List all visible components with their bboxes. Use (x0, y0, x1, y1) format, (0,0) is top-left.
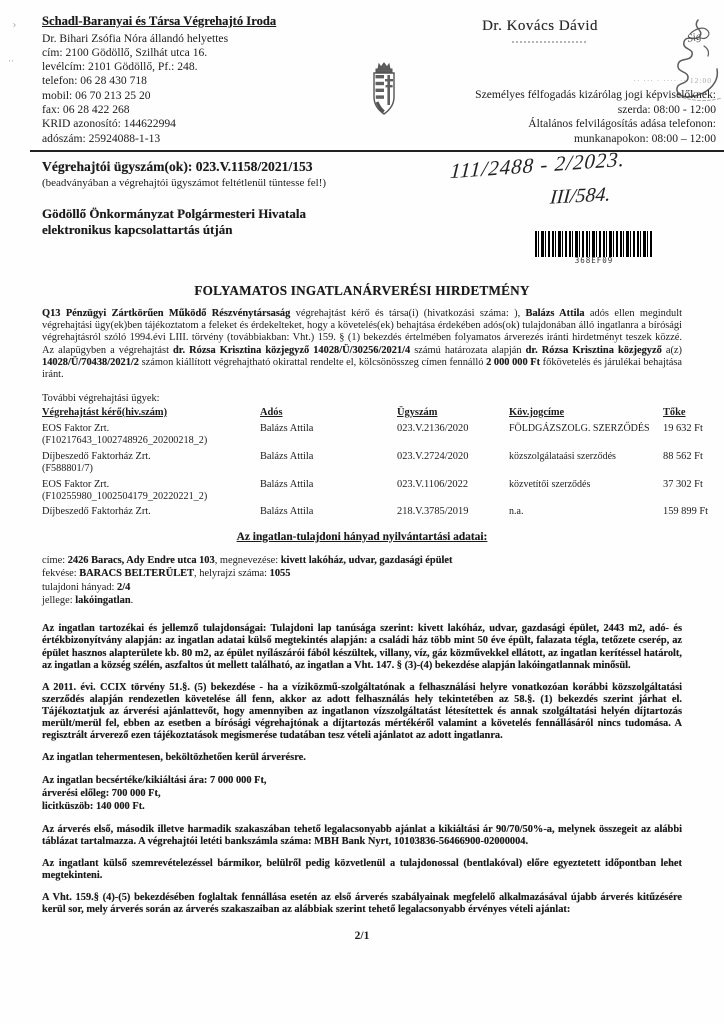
claim-title: közvetítői szerződés (509, 478, 591, 490)
property-type-line: jellege: lakóingatlan. (42, 594, 134, 606)
case-number: Végrehajtói ügyszám(ok): 023.V.1158/2021/153 (42, 159, 313, 174)
handwritten-subnumber: III/584. (549, 183, 612, 209)
col-header-principal: Tőke (663, 406, 686, 418)
handwritten-filing-number: 111/2488 - 2/2023. (449, 146, 626, 184)
case-reference-section (42, 146, 682, 265)
table-row (42, 478, 703, 503)
reception-note: Személyes félfogadás kizárólag jogi képviselőknek: (475, 88, 716, 102)
table-header-row (42, 406, 686, 419)
bailiff-office-block (42, 14, 372, 146)
auction-stages-paragraph: Az árverés első, második illetve harmadik szakaszában tehető legalacsonyabb ajánlat a kikiáltási ár 90/70/50%-a, melynek összegeit az alábbi táblázat tartalmazza. A végrehajtói letéti bankszámla száma: MBH Bank Nyrt, 10103836-56466900-02000004. (42, 823, 682, 847)
creditor-ref: (F10255980_1002504179_20220221_2) (42, 490, 208, 502)
further-cases-table (42, 406, 709, 519)
further-cases-label: További végrehajtási ügyek: (42, 392, 160, 404)
creditor: EOS Faktor Zrt. (42, 478, 110, 490)
estimated-value-line: Az ingatlan becsértéke/kikiáltási ára: 7 000 000 Ft, (42, 775, 267, 787)
office-address: cím: 2100 Gödöllő, Szilhát utca 16. (42, 45, 208, 59)
barcode-icon (535, 231, 653, 257)
principal-amount: 37 302 Ft (663, 478, 703, 490)
price-block (42, 774, 682, 814)
case-no: 218.V.3785/2019 (397, 506, 469, 518)
phone-info-hours: munkanapokon: 08:00 – 12:00 (573, 131, 716, 145)
table-row (42, 422, 703, 447)
intro-paragraph: Q13 Pénzügyi Zártkörűen Működő Részvénytársaság végrehajtást kérő és társa(i) (hivatkozási száma: ), Balázs Attila adós ellen megindult végrehajtási ügy(ek)ben tájékoztatom a feleket és érdekelteket, hogy a követelés(ek) behajtása érdekében adós(ok) tulajdonában álló ingatlanra a bírósági végrehajtásról szóló 1994.évi LIII. törvény (továbbiakban: Vht.) 159. § (1) bekezdés értelmében folyamatos árverezés iránti hirdetményt teszek közzé. Az alapügyben a végrehajtást dr. Rózsa Krisztina közjegyző 14028/Ü/30256/2021/4 számú határozata alapján dr. Rózsa Krisztina közjegyző a(z) 14028/Ü/70438/2021/2 számon kiállított végrehajtható okirattal rendelte el, kölcsönösszeg címen fennálló 2 000 000 Ft főkövetelés és járulékai behajtása iránt. (42, 308, 683, 380)
signature-scribble-icon (638, 12, 724, 116)
office-mobile: mobil: 06 70 213 25 20 (42, 88, 151, 102)
property-data-heading: Az ingatlan-tulajdoni hányad nyilvántartási adatai: (236, 530, 488, 543)
creditor: EOS Faktor Zrt. (42, 422, 110, 434)
property-description-paragraph: Az ingatlan tartozékai és jellemző tulajdonságai: Tulajdoni lap tanúsága szerint: kivett lakóház, udvar, gazdasági épület, 2443 m2, adó- és értékbizonyítvány alapján: az ingatlan adatai külső megtekintés alapján: a családi ház több mint 50 éve épült, falazata tégla, tetőzete cserép, az épület hasznos alapterülete kb. 80 m2, az épület nyílászárói fából készültek, villany, víz, gáz közművekkel ellátott, az ingatlan kerítéssel határolt, az ingatlan a község szélén, aszfaltos út mellett található, az ingatlan a Vht. 147. § (3)-(4) bekezdése alapján lakóingatlannak minősül. (42, 623, 682, 671)
debtor: Balázs Attila (260, 478, 314, 490)
table-row (42, 450, 703, 475)
col-header-caseno: Ügyszám (397, 406, 438, 418)
office-deputy: Dr. Bihari Zsófia Nóra állandó helyettes (42, 31, 229, 45)
faint-stamp-text: ·· ·· 12:00 (346, 77, 712, 86)
creditor-ref: (F588801/7) (42, 462, 93, 474)
property-share-line: tulajdoni hányad: 2/4 (42, 581, 131, 593)
margin-smudge: ·· (8, 56, 14, 66)
col-header-creditor: Végrehajtást kérő(hiv.szám) (42, 406, 168, 418)
property-address-line: címe: 2426 Baracs, Ady Endre utca 103, megnevezése: kivett lakóház, udvar, gazdasági épület (42, 554, 453, 566)
principal-amount: 88 562 Ft (663, 450, 703, 462)
principal-amount: 159 899 Ft (663, 506, 709, 518)
claim-title: FÖLDGÁZSZOLG. SZERZŐDÉS (509, 422, 650, 434)
page-number: 2/1 (354, 930, 370, 942)
bid-step-line: licitküszöb: 140 000 Ft. (42, 801, 145, 813)
ccix-law-paragraph: A 2011. évi. CCIX törvény 51.§. (5) bekezdése - ha a víziközmű-szolgáltatónak a felhasználási helyre vonatkozóan korábbi közszolgáltatási szerződés alapján rendezetlen követelése áll fenn, akkor az adott felhasználás hely tekintetében az 58.§. (1) bekezdés szerint járhat el. Tájékoztatjuk az árverési ajánlattevőt, hogy amennyiben az ingatlanon vízszolgáltatást létesítettek és annak szolgáltatási helyén díjtartozás merült/merül fel, ebben az esetben a bírósági végrehajtónak a díjtartozás mértékéről valamint a követelés fennállásáról nincs tudomása. A regisztrált árverező ezen tájékoztatások megismerése tudatában tesz vételi ajánlatot az adott ingatlanra. (42, 681, 682, 741)
claim-title: n.a. (509, 506, 524, 518)
creditor: Díjbeszedő Faktorház Zrt. (42, 450, 151, 462)
reception-hours: szerda: 08:00 - 12:00 (617, 102, 716, 116)
principal-amount: 19 632 Ft (663, 422, 703, 434)
creditor-ref: (F10217643_1002748926_20200218_2) (42, 434, 208, 446)
recipient-channel: elektronikus kapcsolattartás útján (42, 222, 233, 238)
viewing-paragraph: Az ingatlant külső szemrevételezéssel bármikor, belülről pedig közvetlenül a tulajdonossal (bentlakóval) előre egyeztetett időpontban lehet megtekinteni. (42, 857, 682, 881)
office-taxid: adószám: 25924088-1-13 (42, 131, 161, 145)
table-row (42, 506, 709, 518)
document-header (42, 14, 716, 148)
property-location-line: fekvése: BARACS BELTERÜLET, helyrajzi száma: 1055 (42, 568, 291, 580)
phone-info-note: Általános felvilágosítás adása telefonon: (528, 117, 716, 131)
case-no: 023.V.1106/2022 (397, 478, 469, 490)
official-name: Dr. Kovács Dávid (482, 18, 598, 34)
case-number-note: (beadványában a végrehajtói ügyszámot feltétlenül tüntesse fel!) (42, 176, 327, 189)
document-title: FOLYAMATOS INGATLANÁRVERÉSI HIRDETMÉNY (194, 283, 530, 298)
claim-title: közszolgálataási szerződés (509, 450, 616, 462)
barcode-block (535, 231, 653, 266)
debtor: Balázs Attila (260, 506, 314, 518)
office-phone: telefon: 06 28 430 718 (42, 74, 147, 88)
debtor: Balázs Attila (260, 450, 314, 462)
vht159-paragraph: A Vht. 159.§ (4)-(5) bekezdésében foglaltak fennállása esetén az első árverés szabályainak megfelelő alkalmazásával újabb árverés kitűzésére kerül sor, mely árverés során az árverés szakaszaiban az alábbiak szerint tehető legalacsonyabb érvényes vételi ajánlat: (42, 891, 682, 915)
margin-smudge: ⌝ (7, 21, 18, 33)
creditor: Díjbeszedő Faktorház Zrt. (42, 506, 151, 518)
property-data-lines (42, 554, 682, 608)
faint-dotted-smudge (512, 36, 586, 43)
case-no: 023.V.2136/2020 (397, 422, 469, 434)
recipient-name: Gödöllő Önkormányzat Polgármesteri Hivatala (42, 205, 306, 221)
col-header-debtor: Adós (260, 406, 283, 418)
svg-text:Sig: Sig (686, 30, 703, 45)
auction-advance-line: árverési előleg: 700 000 Ft, (42, 788, 161, 800)
office-mail-address: levélcím: 2101 Gödöllő, Pf.: 248. (42, 60, 198, 74)
office-fax: fax: 06 28 422 268 (42, 103, 130, 117)
office-name: Schadl-Baranyai és Társa Végrehajtó Iroda (42, 14, 277, 28)
office-krid: KRID azonosító: 144622994 (42, 117, 176, 131)
col-header-claim: Köv.jogcíme (509, 406, 565, 418)
barcode-text: 368EF09 (574, 256, 614, 265)
debtor: Balázs Attila (260, 422, 314, 434)
case-no: 023.V.2724/2020 (397, 450, 469, 462)
unencumbered-line: Az ingatlan tehermentesen, beköltözhetően kerül árverésre. (42, 751, 306, 763)
